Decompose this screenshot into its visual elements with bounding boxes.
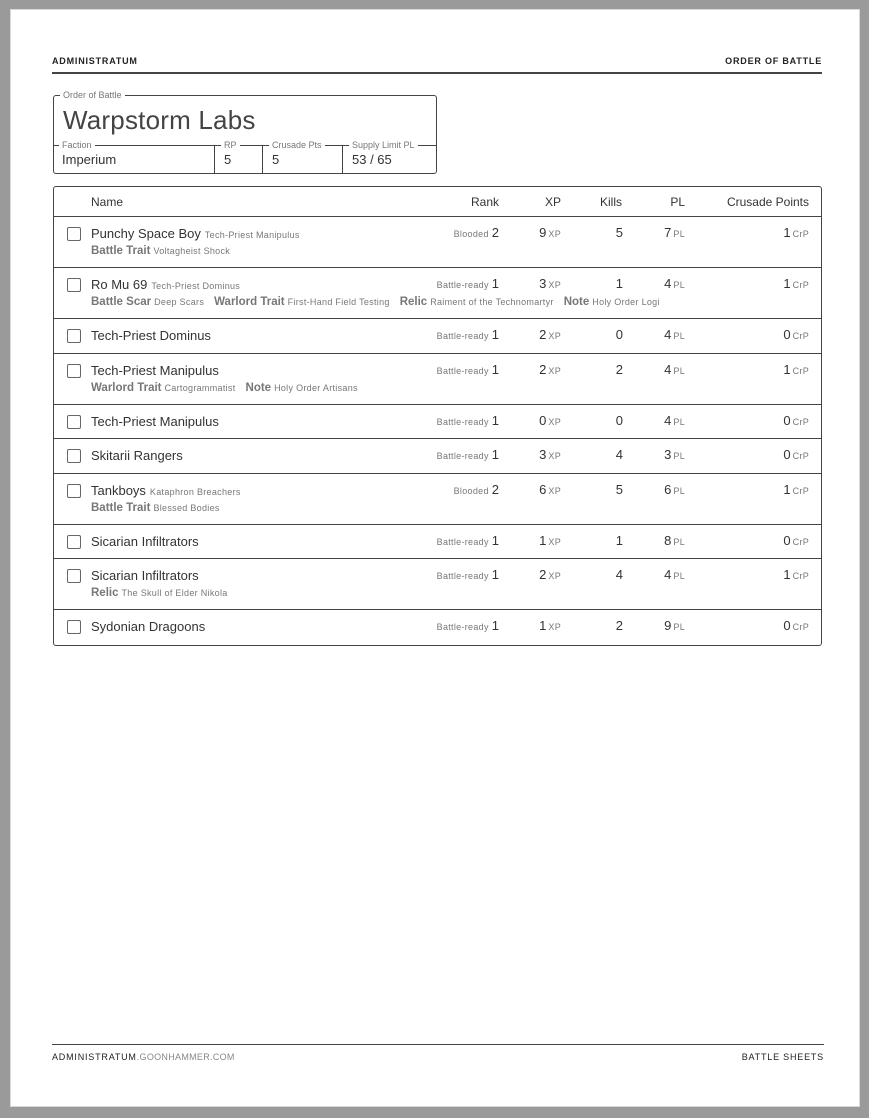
- crp-unit: CrP: [792, 536, 809, 547]
- pl-unit: PL: [673, 622, 685, 632]
- pl-cell: [664, 225, 685, 240]
- footer-domain: .GOONHAMMER.COM: [136, 1052, 235, 1062]
- xp-value: 0: [539, 412, 547, 428]
- unit-tags: [91, 245, 240, 257]
- rank-cell: [437, 327, 499, 342]
- crusade-points-cell: [783, 533, 809, 548]
- kills-cell: [616, 276, 623, 291]
- unit-tags: [91, 382, 368, 394]
- unit-type: Kataphron Breachers: [149, 486, 241, 497]
- pl-unit: PL: [673, 451, 685, 461]
- crusade-points-cell: [783, 327, 809, 342]
- rank-label: Battle-ready: [436, 331, 489, 341]
- table-body: [54, 217, 821, 645]
- supply-limit-field[interactable]: [342, 140, 436, 174]
- crp-value: 1: [783, 361, 791, 377]
- crp-unit: CrP: [792, 280, 809, 290]
- xp-unit: XP: [548, 229, 561, 239]
- crusade-pts-field[interactable]: [262, 140, 343, 174]
- crp-unit: CrP: [792, 451, 809, 461]
- crusade-points-cell: [783, 276, 809, 291]
- page-footer: [52, 1044, 824, 1062]
- pl-cell: [664, 533, 685, 548]
- row-checkbox[interactable]: [67, 569, 81, 583]
- xp-unit: XP: [548, 365, 561, 376]
- crp-unit: CrP: [792, 571, 809, 581]
- crusade-points-cell: [783, 482, 809, 497]
- unit-type: Tech-Priest Dominus: [151, 281, 241, 291]
- pl-cell: [664, 618, 685, 633]
- crp-unit: CrP: [792, 331, 809, 341]
- rank-cell: [454, 482, 499, 497]
- pl-cell: [664, 362, 685, 377]
- rank-value: 1: [491, 447, 499, 462]
- tag-key: Warlord Trait: [91, 381, 162, 394]
- xp-cell: [539, 533, 561, 548]
- units-table: [53, 186, 822, 646]
- pl-value: 9: [664, 618, 672, 633]
- crp-value: 1: [783, 276, 791, 291]
- unit-tag: [400, 297, 554, 307]
- column-header-pl: PL: [670, 195, 685, 209]
- column-header-name: Name: [91, 195, 124, 209]
- crp-value: 1: [783, 481, 791, 497]
- pl-cell: [664, 447, 685, 462]
- crusade-pts-label: Crusade Pts: [269, 140, 325, 150]
- pl-unit: PL: [673, 416, 685, 427]
- pl-value: 4: [664, 412, 672, 428]
- kills-cell: [616, 567, 623, 582]
- kills-cell: [616, 482, 623, 497]
- crp-value: 0: [783, 532, 791, 548]
- tag-key: Note: [563, 296, 590, 308]
- xp-value: 2: [539, 567, 547, 582]
- row-checkbox[interactable]: [67, 227, 81, 241]
- pl-unit: PL: [673, 331, 685, 341]
- crp-value: 1: [783, 567, 791, 582]
- rp-field[interactable]: [214, 140, 263, 174]
- crp-unit: CrP: [792, 485, 809, 496]
- pl-value: 6: [664, 481, 672, 497]
- rank-cell: [437, 447, 499, 462]
- xp-value: 1: [539, 618, 547, 633]
- xp-cell: [539, 225, 561, 240]
- unit-tags: [91, 296, 670, 308]
- row-checkbox[interactable]: [67, 620, 81, 634]
- rank-cell: [437, 533, 499, 548]
- faction-field[interactable]: [53, 140, 214, 174]
- tag-value: Holy Order Artisans: [274, 382, 358, 393]
- xp-value: 2: [539, 327, 547, 342]
- supply-limit-label: Supply Limit PL: [349, 140, 418, 150]
- column-header-xp: XP: [544, 195, 561, 209]
- pl-cell: [664, 567, 685, 582]
- rank-value: 2: [491, 481, 499, 497]
- rp-label: RP: [221, 140, 240, 150]
- kills-cell: [616, 327, 623, 342]
- unit-name-cell: [91, 448, 183, 463]
- pl-value: 4: [664, 327, 672, 342]
- row-checkbox[interactable]: [67, 449, 81, 463]
- unit-name: Punchy Space Boy: [91, 226, 201, 241]
- rank-value: 2: [491, 225, 499, 240]
- kills-value: 4: [615, 567, 623, 582]
- kills-value: 1: [615, 532, 623, 548]
- crp-value: 1: [783, 225, 791, 240]
- kills-value: 2: [615, 361, 623, 377]
- kills-cell: [616, 447, 623, 462]
- xp-cell: [539, 362, 561, 377]
- tag-value: Deep Scars: [154, 297, 205, 307]
- tag-key: Relic: [91, 587, 119, 599]
- rank-value: 1: [491, 532, 499, 548]
- xp-cell: [539, 276, 561, 291]
- pl-unit: PL: [673, 485, 685, 496]
- crusade-points-cell: [783, 447, 809, 462]
- kills-cell: [616, 225, 623, 240]
- tag-value: First-Hand Field Testing: [287, 297, 390, 307]
- rank-cell: [437, 413, 499, 428]
- footer-brand: [52, 1052, 235, 1062]
- tag-key: Note: [245, 381, 272, 394]
- rank-cell: [437, 567, 499, 582]
- crp-value: 0: [783, 618, 791, 633]
- kills-value: 4: [615, 447, 623, 462]
- crusade-points-cell: [783, 413, 809, 428]
- crp-value: 0: [783, 327, 791, 342]
- order-of-battle-legend: Order of Battle: [60, 90, 125, 100]
- faction-label: Faction: [59, 140, 95, 150]
- page-header: [52, 56, 822, 74]
- xp-value: 1: [539, 532, 547, 548]
- xp-unit: XP: [548, 280, 561, 290]
- unit-name-cell: [91, 483, 241, 498]
- rank-label: Blooded: [453, 229, 489, 239]
- crp-unit: CrP: [792, 622, 809, 632]
- rank-cell: [454, 225, 499, 240]
- table-row[interactable]: [54, 439, 821, 474]
- kills-value: 0: [615, 412, 623, 428]
- row-checkbox[interactable]: [67, 329, 81, 343]
- row-checkbox[interactable]: [67, 484, 81, 498]
- unit-name-cell: [91, 414, 219, 429]
- xp-unit: XP: [548, 451, 561, 461]
- unit-name: Sicarian Infiltrators: [91, 568, 199, 583]
- unit-name-cell: [91, 568, 199, 583]
- tag-key: Battle Scar: [91, 296, 152, 308]
- kills-cell: [616, 362, 623, 377]
- unit-name-cell: [91, 534, 199, 549]
- table-row[interactable]: [54, 610, 821, 645]
- kills-cell: [616, 533, 623, 548]
- pl-cell: [664, 482, 685, 497]
- table-row[interactable]: [54, 217, 821, 268]
- faction-value: Imperium: [62, 152, 117, 167]
- unit-tag: [91, 297, 204, 307]
- xp-cell: [539, 618, 561, 633]
- unit-name: Tech-Priest Dominus: [91, 328, 211, 343]
- unit-tag: [91, 503, 220, 513]
- table-row[interactable]: [54, 474, 821, 525]
- unit-type: Tech-Priest Manipulus: [204, 230, 300, 240]
- tag-value: The Skull of Elder Nikola: [121, 588, 228, 598]
- unit-name-cell: [91, 277, 240, 292]
- pl-unit: PL: [673, 571, 685, 581]
- column-header-rank: Rank: [470, 195, 499, 209]
- xp-value: 6: [539, 481, 547, 497]
- rank-label: Battle-ready: [436, 536, 489, 547]
- unit-name-cell: [91, 363, 219, 378]
- unit-name: Tech-Priest Manipulus: [91, 362, 219, 378]
- pl-cell: [664, 413, 685, 428]
- header-section-title: ORDER OF BATTLE: [725, 56, 822, 66]
- unit-name: Sydonian Dragoons: [91, 619, 206, 634]
- kills-cell: [616, 413, 623, 428]
- xp-cell: [539, 567, 561, 582]
- rank-label: Battle-ready: [436, 622, 489, 632]
- xp-value: 3: [539, 276, 547, 291]
- battle-sheet-page: [10, 9, 860, 1107]
- footer-brand-name: ADMINISTRATUM: [52, 1052, 137, 1062]
- table-row[interactable]: [54, 354, 821, 405]
- xp-cell: [539, 327, 561, 342]
- pl-unit: PL: [673, 365, 685, 376]
- unit-tag: [91, 588, 228, 598]
- rank-value: 1: [491, 276, 499, 291]
- tag-key: Warlord Trait: [214, 296, 285, 308]
- rank-cell: [437, 362, 499, 377]
- unit-tag: [214, 297, 390, 307]
- rank-label: Blooded: [453, 485, 489, 496]
- crp-value: 0: [783, 412, 791, 428]
- tag-value: Blessed Bodies: [153, 502, 220, 513]
- pl-value: 3: [664, 447, 672, 462]
- table-row[interactable]: [54, 405, 821, 440]
- footer-title: BATTLE SHEETS: [741, 1052, 824, 1062]
- rank-value: 1: [491, 567, 499, 582]
- crusade-points-cell: [783, 618, 809, 633]
- unit-name: Tankboys: [91, 482, 146, 498]
- crusade-points-cell: [783, 225, 809, 240]
- rank-label: Battle-ready: [436, 451, 489, 461]
- xp-value: 9: [539, 225, 547, 240]
- supply-limit-value: 53 / 65: [352, 152, 392, 167]
- tag-key: Relic: [399, 296, 428, 308]
- row-checkbox[interactable]: [67, 364, 81, 378]
- rank-cell: [437, 276, 499, 291]
- kills-value: 0: [615, 327, 623, 342]
- crusade-points-cell: [783, 362, 809, 377]
- xp-cell: [539, 413, 561, 428]
- row-checkbox[interactable]: [67, 535, 81, 549]
- pl-value: 4: [664, 567, 672, 582]
- unit-tag: [91, 383, 236, 393]
- unit-name-cell: [91, 226, 300, 241]
- rp-value: 5: [224, 152, 232, 167]
- unit-tag: [564, 297, 660, 307]
- order-of-battle-box: [53, 90, 437, 174]
- crp-unit: CrP: [792, 229, 809, 239]
- rank-value: 1: [491, 412, 499, 428]
- rank-value: 1: [491, 361, 499, 377]
- kills-value: 2: [615, 618, 623, 633]
- xp-unit: XP: [548, 571, 561, 581]
- kills-cell: [616, 618, 623, 633]
- crusade-points-cell: [783, 567, 809, 582]
- pl-value: 4: [664, 361, 672, 377]
- tag-value: Holy Order Logi: [592, 297, 660, 307]
- tag-value: Cartogrammatist: [164, 382, 236, 393]
- xp-unit: XP: [548, 485, 561, 496]
- row-checkbox[interactable]: [67, 278, 81, 292]
- pl-cell: [664, 276, 685, 291]
- tag-key: Battle Trait: [91, 501, 151, 514]
- rank-value: 1: [491, 618, 499, 633]
- kills-value: 5: [615, 481, 623, 497]
- unit-tag: [91, 246, 230, 256]
- xp-cell: [539, 447, 561, 462]
- rank-label: Battle-ready: [436, 280, 489, 290]
- tag-key: Battle Trait: [91, 245, 151, 257]
- unit-name: Sicarian Infiltrators: [91, 533, 199, 549]
- tag-value: Raiment of the Technomartyr: [430, 297, 554, 307]
- table-row[interactable]: [54, 559, 821, 610]
- column-header-kills: Kills: [599, 195, 622, 209]
- crusade-pts-value: 5: [272, 152, 280, 167]
- pl-cell: [664, 327, 685, 342]
- header-brand: ADMINISTRATUM: [52, 56, 138, 66]
- xp-cell: [539, 482, 561, 497]
- crp-unit: CrP: [792, 365, 809, 376]
- unit-name: Skitarii Rangers: [91, 448, 183, 463]
- kills-value: 5: [615, 225, 623, 240]
- rank-cell: [437, 618, 499, 633]
- rank-label: Battle-ready: [436, 365, 489, 376]
- unit-tags: [91, 587, 238, 599]
- xp-unit: XP: [548, 536, 561, 547]
- table-row[interactable]: [54, 268, 821, 319]
- crp-unit: CrP: [792, 416, 809, 427]
- unit-tag: [246, 383, 358, 393]
- crp-value: 0: [783, 447, 791, 462]
- xp-unit: XP: [548, 331, 561, 341]
- pl-value: 8: [664, 532, 672, 548]
- row-checkbox[interactable]: [67, 415, 81, 429]
- xp-unit: XP: [548, 416, 561, 427]
- table-row[interactable]: [54, 319, 821, 354]
- pl-unit: PL: [673, 229, 685, 239]
- xp-value: 3: [539, 447, 547, 462]
- rank-value: 1: [491, 327, 499, 342]
- kills-value: 1: [615, 276, 623, 291]
- pl-value: 4: [664, 276, 672, 291]
- unit-name: Tech-Priest Manipulus: [91, 413, 219, 429]
- unit-tags: [91, 502, 230, 514]
- pl-unit: PL: [673, 536, 685, 547]
- rank-label: Battle-ready: [436, 416, 489, 427]
- order-of-battle-name[interactable]: Warpstorm Labs: [63, 105, 256, 135]
- tag-value: Voltagheist Shock: [153, 246, 231, 256]
- pl-unit: PL: [673, 280, 685, 290]
- rank-label: Battle-ready: [436, 571, 489, 581]
- column-header-crusade-points: Crusade Points: [726, 195, 809, 209]
- pl-value: 7: [664, 225, 672, 240]
- unit-name: Ro Mu 69: [91, 277, 148, 292]
- unit-name-cell: [91, 328, 211, 343]
- table-row[interactable]: [54, 525, 821, 560]
- table-header: [54, 187, 821, 217]
- xp-value: 2: [539, 361, 547, 377]
- unit-name-cell: [91, 619, 205, 634]
- xp-unit: XP: [548, 622, 561, 632]
